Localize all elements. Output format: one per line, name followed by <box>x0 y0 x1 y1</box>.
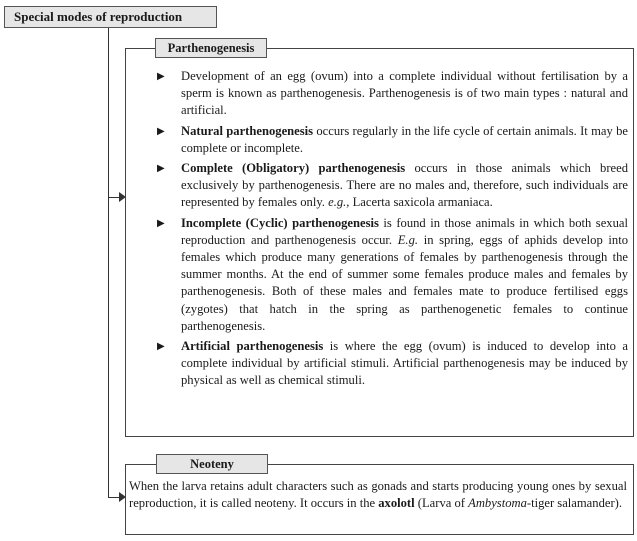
point-text-cont: Lacerta saxicola armaniaca. <box>349 195 493 210</box>
point-text-cont: in spring, eggs of aphids develop into females which produce many generations of females by parthenogenesis through the summer months. At the end of summer some females produce males and females by parthenogenesis. Both of these males and females mate to produce fertilised eggs (zygotes) that hatch in the spring as parthenogenetic females to continue parthenogenesis. <box>181 232 628 333</box>
point-text: occurs in those animals which breed exclusively by parthenogenesis. There are no males and, therefore, such individuals are represented by females only. <box>181 161 628 210</box>
triangle-bullet-icon: ▶ <box>157 341 165 353</box>
main-title: Special modes of reproduction <box>4 6 217 28</box>
tree-vertical-line <box>108 28 109 498</box>
point-text: is where the egg (ovum) is induced to develop into a complete individual by artificial stimuli. Artificial parthenogenesis may be induced by physical as well as chemical stimuli. <box>181 339 628 388</box>
neoteny-label: Neoteny <box>156 454 268 474</box>
point-term: Incomplete (Cyclic) parthenogenesis <box>181 215 379 230</box>
neoteny-text-part3: -tiger salamander). <box>526 496 622 511</box>
list-item <box>157 68 628 120</box>
point-italic: e.g., <box>328 195 350 210</box>
triangle-bullet-icon: ▶ <box>157 163 165 175</box>
point-text: is found in those animals in which both sexual reproduction and parthenogenesis occur. <box>181 215 628 247</box>
list-item <box>157 160 628 212</box>
neoteny-text-part1: When the larva retains adult characters such as gonads and starts producing young ones by sexual reproduction, it is called neoteny. It occurs in the <box>129 479 627 511</box>
point-italic: E.g. <box>397 232 419 247</box>
neoteny-text-part2: (Larva of <box>414 496 469 511</box>
neoteny-genus: Ambystoma <box>468 496 527 511</box>
parthenogenesis-label: Parthenogenesis <box>155 38 267 58</box>
point-term: Natural parthenogenesis <box>181 123 314 138</box>
neoteny-text <box>129 478 627 512</box>
neoteny-term: axolotl <box>378 496 415 511</box>
point-text: occurs regularly in the life cycle of certain animals. It may be complete or incomplete. <box>181 123 629 155</box>
list-item <box>157 338 628 390</box>
point-text: Development of an egg (ovum) into a complete individual without fertilisation by a sperm is known as parthenogenesis. Parthenogenesis is of two main types : natural and artificial. <box>181 69 628 118</box>
list-item <box>157 123 628 157</box>
list-item <box>157 215 628 335</box>
triangle-bullet-icon: ▶ <box>157 217 165 229</box>
triangle-bullet-icon: ▶ <box>157 71 165 82</box>
point-term: Complete (Obligatory) parthenogenesis <box>181 161 406 176</box>
triangle-bullet-icon: ▶ <box>157 125 165 137</box>
parthenogenesis-points <box>157 68 628 393</box>
point-term: Artificial parthenogenesis <box>181 339 324 354</box>
